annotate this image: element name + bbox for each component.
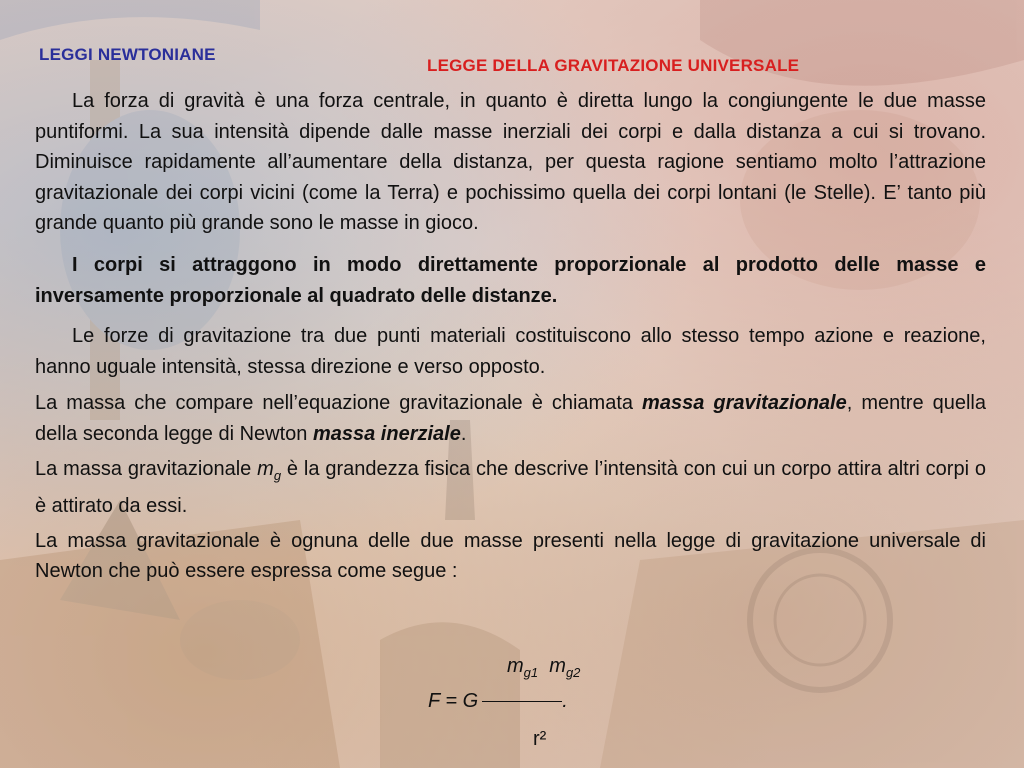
formula-denominator: r² [533,728,547,750]
formula-numerator [507,655,580,680]
term-inertial-mass: massa inerziale [312,422,461,445]
fraction-bar [482,701,562,702]
mass-symbol-text-end: è la grandezza fisica che descrive l’intensità con cui un corpo attira altri corpi o è attirato da essi. [35,457,986,518]
mass-definition-text-end: . [460,422,467,445]
paragraph-law-statement: I corpi si attraggono in modo direttamente proporzionale al prodotto delle masse e inversamente proporzionale al quadrato delle distanze. [35,253,986,307]
mass-symbol-letter: m [257,457,274,480]
term-gravitational-mass: massa gravitazionale [642,392,847,415]
slide-title: LEGGE DELLA GRAVITAZIONE UNIVERSALE [427,56,800,75]
mass-definition-text-middle: , mentre quella della seconda legge di Newton [35,392,986,445]
mass-symbol-text-start: La massa gravitazionale [35,457,258,480]
paragraph-mass-definition [35,388,986,449]
formula-mass-2: m [549,655,566,677]
formula-mass-2-subscript: g2 [565,665,581,680]
paragraph-formula-intro: La massa gravitazionale è ognuna delle due masse presenti nella legge di gravitazione universale di Newton che può essere espressa come segue : [35,529,986,583]
formula-lhs: F = G [428,690,479,712]
mass-symbol [257,457,282,483]
section-title: LEGGI NEWTONIANE [39,45,216,64]
formula-main-line [428,690,568,713]
formula-mass-1-subscript: g1 [523,665,539,680]
formula-trailing-dot: . [562,690,568,712]
paragraph-mass-symbol [35,454,986,522]
paragraph-gravity-description: La forza di gravità è una forza centrale, in quanto è diretta lungo la congiungente le due masse puntiformi. La sua intensità dipende dalle masse inerziali dei corpi e dalla distanza a cui si trovano. Diminuisce rapidamente all’aumentare della distanza, per questa ragione sentiamo molto l’attrazione gravitazionale dei corpi vicini (come la Terra) e pochissimo quella dei corpi lontani (le Stelle). E’ tanto più grande quanto più grande sono le masse in gioco. [35,90,986,235]
mass-symbol-subscript: g [273,467,282,483]
action-reaction-text: Le forze di gravitazione tra due punti materiali costituiscono allo stesso tempo azione e reazione, hanno uguale intensità, stessa direzione e verso opposto. [35,325,986,378]
slide-body [35,86,986,587]
mass-definition-text-start: La massa che compare nell’equazione gravitazionale è chiamata [35,392,643,415]
formula-mass-1: m [507,655,524,677]
paragraph-action-reaction [35,321,986,382]
